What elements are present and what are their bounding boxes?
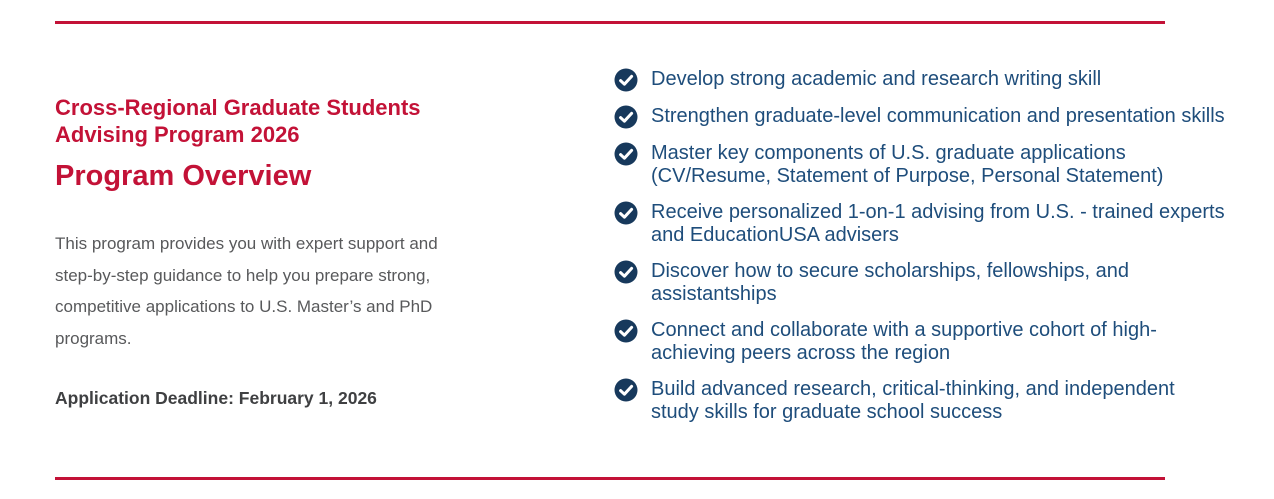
program-info-column [55,94,505,409]
list-item [614,105,1226,129]
application-deadline: Application Deadline: February 1, 2026 [55,388,377,409]
list-item [614,260,1226,306]
check-circle-icon [614,319,638,343]
benefit-text: Receive personalized 1-on-1 advising from U.S. - trained experts and EducationUSA advisers [651,201,1225,246]
list-item [614,319,1226,365]
check-circle-icon [614,260,638,284]
benefit-text: Master key components of U.S. graduate applications (CV/Resume, Statement of Purpose, Personal Statement) [651,142,1164,187]
benefit-text: Strengthen graduate-level communication and presentation skills [651,105,1225,127]
list-item [614,378,1226,424]
check-circle-icon [614,378,638,402]
page-title: Program Overview [55,159,312,192]
top-divider-rule [55,21,1165,24]
benefit-list [614,68,1226,424]
check-circle-icon [614,68,638,92]
benefit-text: Develop strong academic and research writing skill [651,68,1102,90]
list-item [614,201,1226,247]
benefit-text: Connect and collaborate with a supportive cohort of high-achieving peers across the region [651,319,1157,364]
program-name-heading: Cross-Regional Graduate Students Advising Program 2026 [55,95,421,148]
check-circle-icon [614,105,638,129]
check-circle-icon [614,142,638,166]
benefit-text: Discover how to secure scholarships, fellowships, and assistantships [651,260,1129,305]
benefits-column [614,68,1226,437]
benefit-text: Build advanced research, critical-thinking, and independent study skills for graduate school success [651,378,1175,423]
bottom-divider-rule [55,477,1165,480]
check-circle-icon [614,201,638,225]
list-item [614,142,1226,188]
program-description: This program provides you with expert support and step-by-step guidance to help you prepare strong, competitive applications to U.S. Master’s and PhD programs. [55,234,438,348]
list-item [614,68,1226,92]
